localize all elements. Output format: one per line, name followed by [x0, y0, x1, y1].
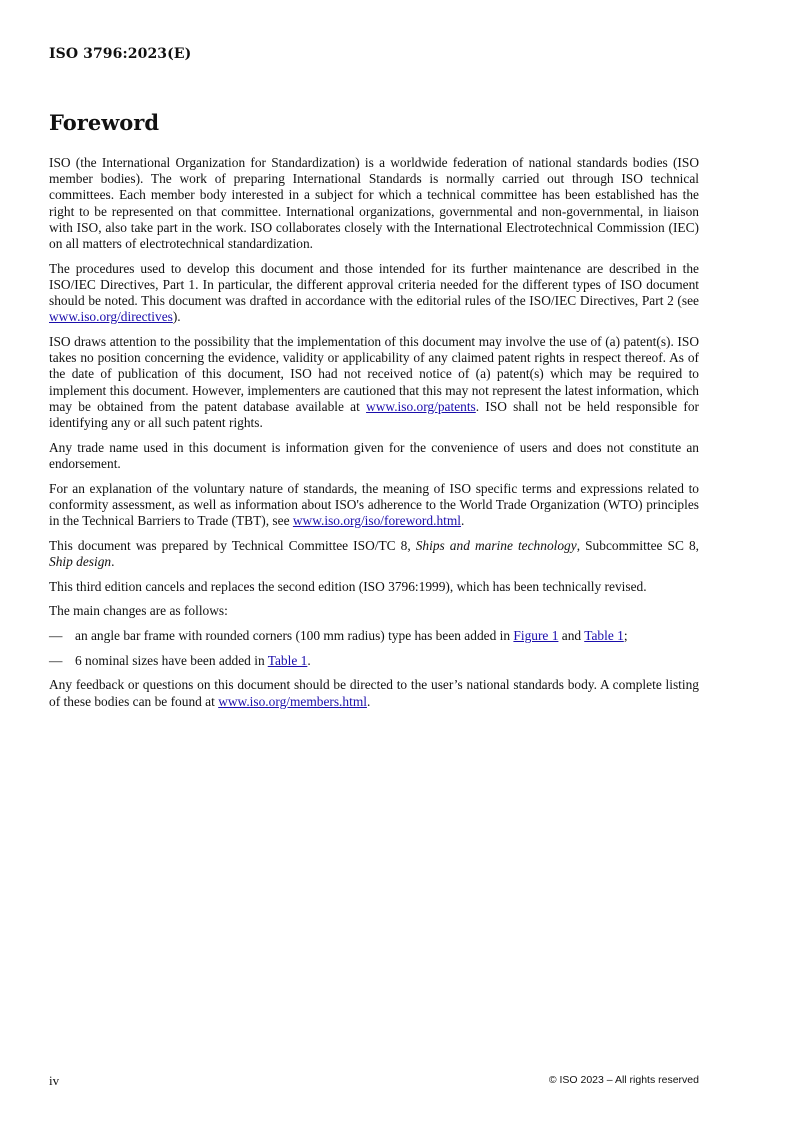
text-segment: ISO draws attention to the possibility that the implementation of this document may involve the use of (a) patent(s). ISO takes no position concerning the evidence, validity or applicability of any claimed patent rights in respect thereof. As of the date of publication of this document, ISO had not received notice of (a) patent(s) which may be required to implement this document. However, implementers are cautioned that this may not represent the latest information, which may be obtained from the patent database available at: [49, 334, 699, 414]
list-item: [49, 628, 699, 644]
text-segment: .: [461, 513, 465, 529]
paragraph-patents: [49, 334, 699, 431]
text-segment: an angle bar frame with rounded corners (100 mm radius) type has been added in: [75, 628, 514, 644]
committee-title: Ships and marine technology: [415, 537, 577, 553]
link-directives[interactable]: www.iso.org/directives: [49, 309, 173, 325]
text-segment: and: [558, 628, 585, 644]
text-segment: .: [307, 652, 311, 668]
link-table-1[interactable]: Table 1: [584, 628, 624, 644]
paragraph-prepared-by: [49, 538, 699, 570]
text-segment: .: [111, 553, 115, 569]
text-segment: .: [366, 693, 371, 709]
copyright-notice: © ISO 2023 – All rights reserved: [548, 1074, 699, 1086]
list-item-text: [75, 653, 699, 669]
page-title: Foreword: [49, 110, 160, 135]
paragraph-edition: This third edition cancels and replaces the second edition (ISO 3796:1999), which has been technically revised.: [49, 578, 647, 594]
link-members[interactable]: www.iso.org/members.html: [218, 693, 367, 709]
paragraph-trade-name: Any trade name used in this document is information given for the convenience of users and does not constitute an endorsement.: [49, 439, 699, 471]
link-table-1[interactable]: Table 1: [267, 652, 308, 668]
list-item-text: [75, 628, 699, 644]
text-segment: This document was prepared by Technical Committee ISO/TC 8,: [49, 537, 416, 553]
text-segment: , Subcommittee SC 8,: [576, 537, 699, 553]
text-segment: For an explanation of the voluntary nature of standards, the meaning of ISO specific terms and expressions related to conformity assessment, as well as information about ISO's adherence to the World Trade Organization (WTO) principles in the Technical Barriers to Trade (TBT), see: [49, 480, 699, 529]
paragraph-procedures: [49, 261, 699, 326]
text-segment: Any feedback or questions on this document should be directed to the user’s national standards body. A complete listing of these bodies can be found at: [49, 677, 699, 709]
text-segment: The procedures used to develop this document and those intended for its further maintenance are described in the ISO/IEC Directives, Part 1. In particular, the different approval criteria needed for the different types of ISO document should be noted. This document was drafted in accordance with the editorial rules of the ISO/IEC Directives, Part 2 (see: [49, 260, 699, 309]
page-number: iv: [49, 1073, 60, 1088]
text-segment: 6 nominal sizes have been added in: [75, 652, 268, 668]
subcommittee-title: Ship design: [49, 553, 112, 569]
dash-marker: —: [49, 628, 63, 644]
text-segment: ).: [172, 309, 181, 325]
document-id-header: ISO 3796:2023(E): [49, 46, 192, 62]
paragraph-main-changes: The main changes are as follows:: [49, 603, 228, 619]
foreword-body: [49, 155, 699, 718]
paragraph-feedback: [49, 677, 699, 709]
text-segment: . ISO shall not be held responsible for identifying any or all such patent rights.: [49, 398, 699, 431]
text-segment: ;: [623, 628, 628, 644]
link-patents[interactable]: www.iso.org/patents: [366, 398, 476, 414]
paragraph-iso-intro: ISO (the International Organization for Standardization) is a worldwide federation of national standards bodies (ISO member bodies). The work of preparing International Standards is normally carried out through ISO technical committees. Each member body interested in a subject for which a technical committee has been established has the right to be represented on that committee. International organizations, governmental and non-governmental, in liaison with ISO, also take part in the work. ISO collaborates closely with the International Electrotechnical Commission (IEC) on all matters of electrotechnical standardization.: [49, 155, 699, 252]
link-foreword[interactable]: www.iso.org/iso/foreword.html: [292, 513, 461, 529]
dash-marker: —: [49, 652, 63, 668]
list-item: [49, 653, 699, 669]
link-figure-1[interactable]: Figure 1: [513, 628, 559, 644]
paragraph-voluntary-nature: [49, 481, 699, 530]
